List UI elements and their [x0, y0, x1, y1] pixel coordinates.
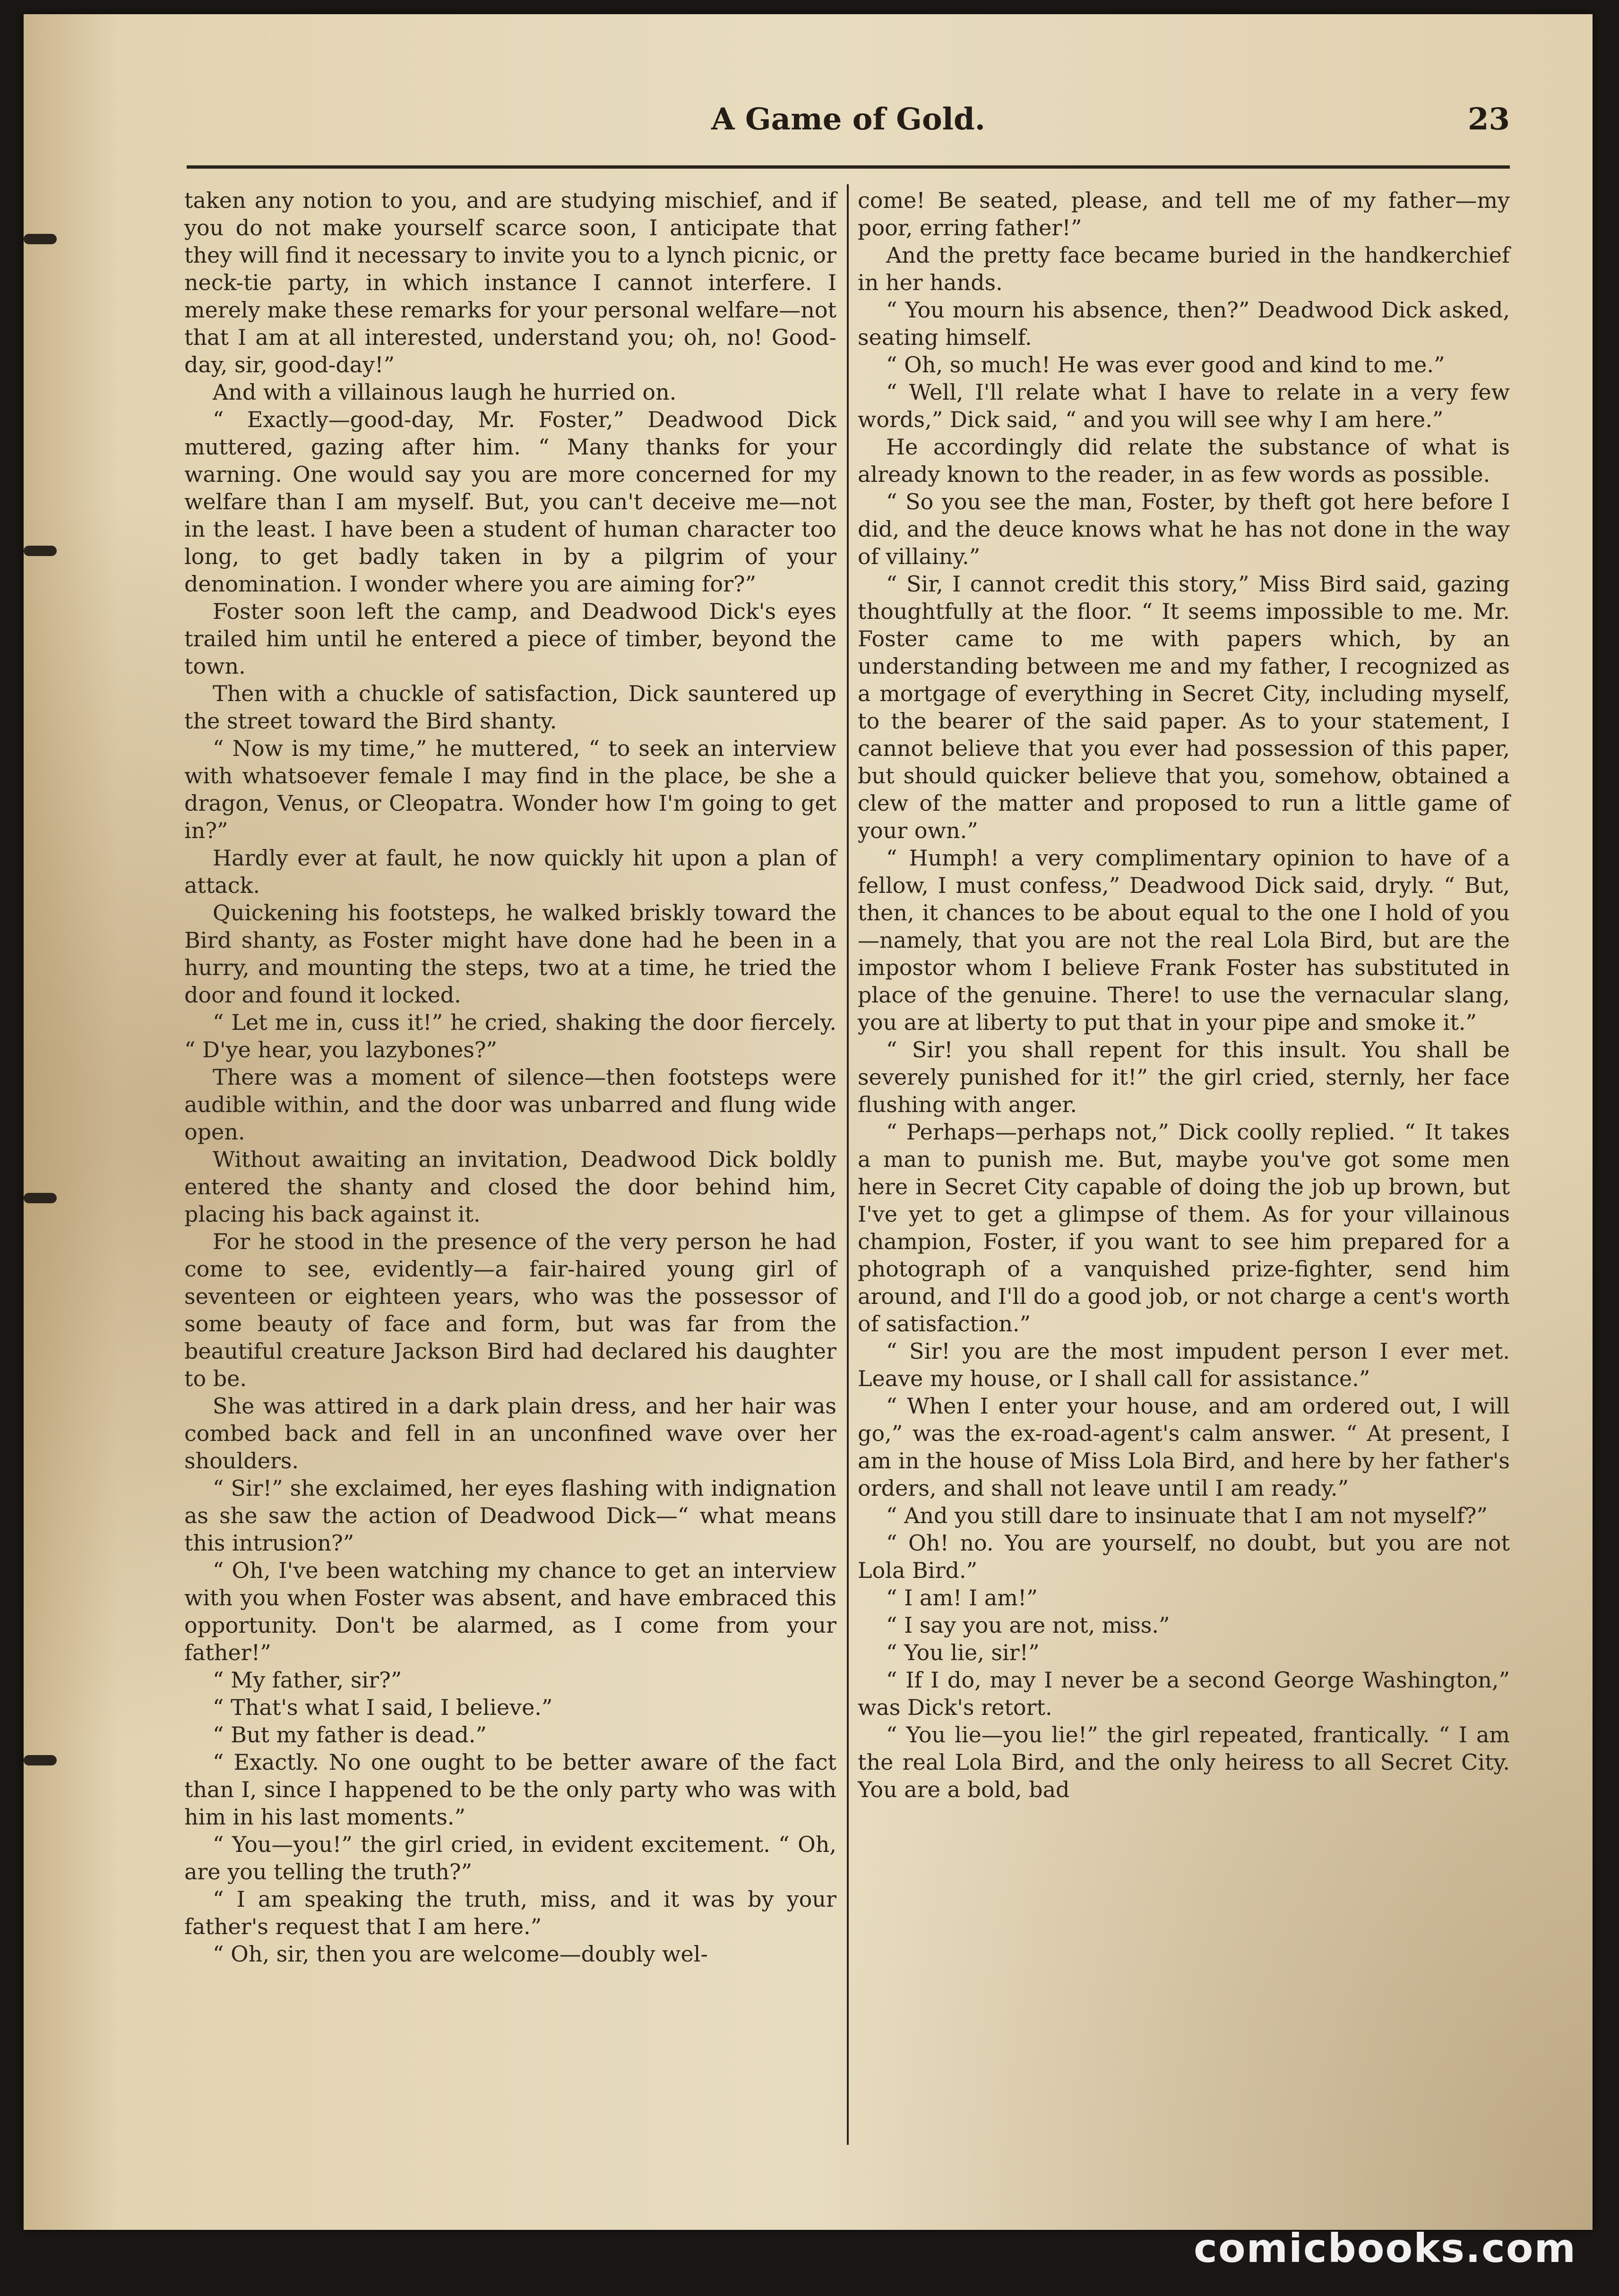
page-header — [187, 97, 1510, 149]
paragraph: “ But my father is dead.” — [213, 1722, 487, 1748]
paragraph: “ Now is my time,” he muttered, “ to seek an interview with whatsoever female I may find in the place, be she a dragon, Venus, or Cleopatra. Wonder how I'm going to get in?” — [184, 736, 836, 843]
paragraph: “ Sir!” she exclaimed, her eyes flashing with indignation as she saw the action of Deadwood Dick—“ what means this intrusion?” — [184, 1475, 836, 1556]
paragraph: “ You—you!” the girl cried, in evident excitement. “ Oh, are you telling the truth?” — [184, 1832, 836, 1885]
paragraph: “ I am speaking the truth, miss, and it was by your father's request that I am here.” — [184, 1886, 836, 1939]
paragraph: He accordingly did relate the substance of what is already known to the reader, in as few words as possible. — [858, 434, 1510, 487]
paragraph: Foster soon left the camp, and Deadwood Dick's eyes trailed him until he entered a piece of timber, beyond the town. — [184, 599, 836, 679]
paragraph: Without awaiting an invitation, Deadwood Dick boldly entered the shanty and closed the door behind him, placing his back against it. — [184, 1147, 836, 1227]
paragraph: “ Perhaps—perhaps not,” Dick coolly replied. “ It takes a man to punish me. But, maybe you've got some men here in Secret City capable of doing the job up brown, but I've yet to get a glimpse of them. As for your villainous champion, Foster, if you want to see him prepared for a photograph of a vanquished prize-fighter, send him around, and I'll do a good job, or not charge a cent's worth of satisfaction.” — [858, 1119, 1510, 1336]
paragraph: “ Oh, I've been watching my chance to get an interview with you when Foster was absent, and have embraced this opportunity. Don't be alarmed, as I come from your father!” — [184, 1558, 836, 1665]
binding-mark — [24, 234, 57, 244]
paragraph: taken any notion to you, and are studying mischief, and if you do not make yourself scarce soon, I anticipate that they will find it necessary to invite you to a lynch picnic, or neck-tie party, in which instance I cannot interfere. I merely make these remarks for your personal welfare—not that I am at all interested, understand you; oh, no! Good-day, sir, good-day!” — [184, 188, 836, 377]
paragraph: “ So you see the man, Foster, by theft got here before I did, and the deuce knows what he has not done in the way of villainy.” — [858, 489, 1510, 569]
paragraph: And the pretty face became buried in the handkerchief in her hands. — [858, 242, 1510, 295]
paragraph: “ Oh, so much! He was ever good and kind to me.” — [886, 352, 1445, 377]
header-rule — [187, 165, 1510, 169]
paragraph: “ You mourn his absence, then?” Deadwood Dick asked, seating himself. — [858, 297, 1510, 350]
paragraph: “ That's what I said, I believe.” — [213, 1695, 553, 1720]
paragraph: “ Exactly—good-day, Mr. Foster,” Deadwood Dick muttered, gazing after him. “ Many thanks for your warning. One would say you are more concerned for my welfare than I am myself. But, you can't deceive me—not in the least. I have been a student of human character too long, to get badly taken in by a pilgrim of your denomination. I wonder where you are aiming for?” — [184, 407, 836, 597]
paragraph: “ You lie—you lie!” the girl repeated, frantically. “ I am the real Lola Bird, and the only heiress to all Secret City. You are a bold, bad — [858, 1722, 1510, 1802]
paragraph: “ Let me in, cuss it!” he cried, shaking the door fiercely. “ D'ye hear, you lazybones?” — [184, 1010, 836, 1062]
paragraph: “ You lie, sir!” — [886, 1640, 1040, 1665]
binding-mark — [24, 1193, 57, 1203]
paragraph: She was attired in a dark plain dress, and her hair was combed back and fell in an unconfined wave over her shoulders. — [184, 1393, 836, 1474]
watermark: comicbooks.com — [1194, 2225, 1576, 2271]
paragraph: “ Well, I'll relate what I have to relate in a very few words,” Dick said, “ and you will see why I am here.” — [858, 379, 1510, 432]
paragraph: “ Sir! you shall repent for this insult. You shall be severely punished for it!” the girl cried, sternly, her face flushing with anger. — [858, 1037, 1510, 1117]
paragraph: “ My father, sir?” — [213, 1667, 402, 1693]
paragraph: “ Sir! you are the most impudent person I ever met. Leave my house, or I shall call for assistance.” — [858, 1338, 1510, 1391]
paragraph: “ Exactly. No one ought to be better aware of the fact than I, since I happened to be the only party who was with him in his last moments.” — [184, 1749, 836, 1830]
paragraph: And with a villainous laugh he hurried on. — [213, 379, 677, 405]
paragraph: “ I am! I am!” — [886, 1585, 1038, 1611]
paragraph: “ Sir, I cannot credit this story,” Miss Bird said, gazing thoughtfully at the floor. “ It seems impossible to me. Mr. Foster came to me with papers which, by an understanding between me and my father, I recognized as a mortgage of everything in Secret City, including myself, to the bearer of the said paper. As to your statement, I cannot believe that you ever had possession of this paper, but should quicker believe that you, somehow, obtained a clew of the matter and proposed to run a little game of your own.” — [858, 571, 1510, 843]
binding-mark — [24, 546, 57, 556]
running-title: A Game of Gold. — [711, 102, 985, 137]
paragraph: “ Oh! no. You are yourself, no doubt, but you are not Lola Bird.” — [858, 1530, 1510, 1583]
paragraph: come! Be seated, please, and tell me of my father—my poor, erring father!” — [858, 188, 1510, 240]
paragraph: “ Oh, sir, then you are welcome—doubly wel- — [213, 1941, 708, 1967]
paragraph: Hardly ever at fault, he now quickly hit upon a plan of attack. — [184, 845, 836, 898]
paragraph: “ Humph! a very complimentary opinion to have of a fellow, I must confess,” Deadwood Dick said, dryly. “ But, then, it chances to be about equal to the one I hold of you—namely, that you are not the real Lola Bird, but are the impostor whom I believe Frank Foster has substituted in place of the genuine. There! to use the vernacular slang, you are at liberty to put that in your pipe and smoke it.” — [858, 845, 1510, 1035]
left-column — [184, 187, 836, 1968]
paragraph: “ When I enter your house, and am ordered out, I will go,” was the ex-road-agent's calm answer. “ At present, I am in the house of Miss Lola Bird, and here by her father's orders, and shall not leave until I am ready.” — [858, 1393, 1510, 1501]
page-number: 23 — [1467, 102, 1510, 137]
paragraph: Then with a chuckle of satisfaction, Dick sauntered up the street toward the Bird shanty. — [184, 681, 836, 734]
paragraph: For he stood in the presence of the very person he had come to see, evidently—a fair-haired young girl of seventeen or eighteen years, who was the possessor of some beauty of face and form, but was far from the beautiful creature Jackson Bird had declared his daughter to be. — [184, 1229, 836, 1391]
binding-mark — [24, 1755, 57, 1765]
right-column — [858, 187, 1510, 1803]
column-divider — [847, 184, 849, 2145]
paragraph: “ And you still dare to insinuate that I am not myself?” — [886, 1503, 1488, 1528]
paragraph: “ I say you are not, miss.” — [886, 1612, 1170, 1638]
paragraph: Quickening his footsteps, he walked briskly toward the Bird shanty, as Foster might have done had he been in a hurry, and mounting the steps, two at a time, he tried the door and found it locked. — [184, 900, 836, 1008]
paragraph: “ If I do, may I never be a second George Washington,” was Dick's retort. — [858, 1667, 1510, 1720]
paragraph: There was a moment of silence—then footsteps were audible within, and the door was unbarred and flung wide open. — [184, 1064, 836, 1145]
